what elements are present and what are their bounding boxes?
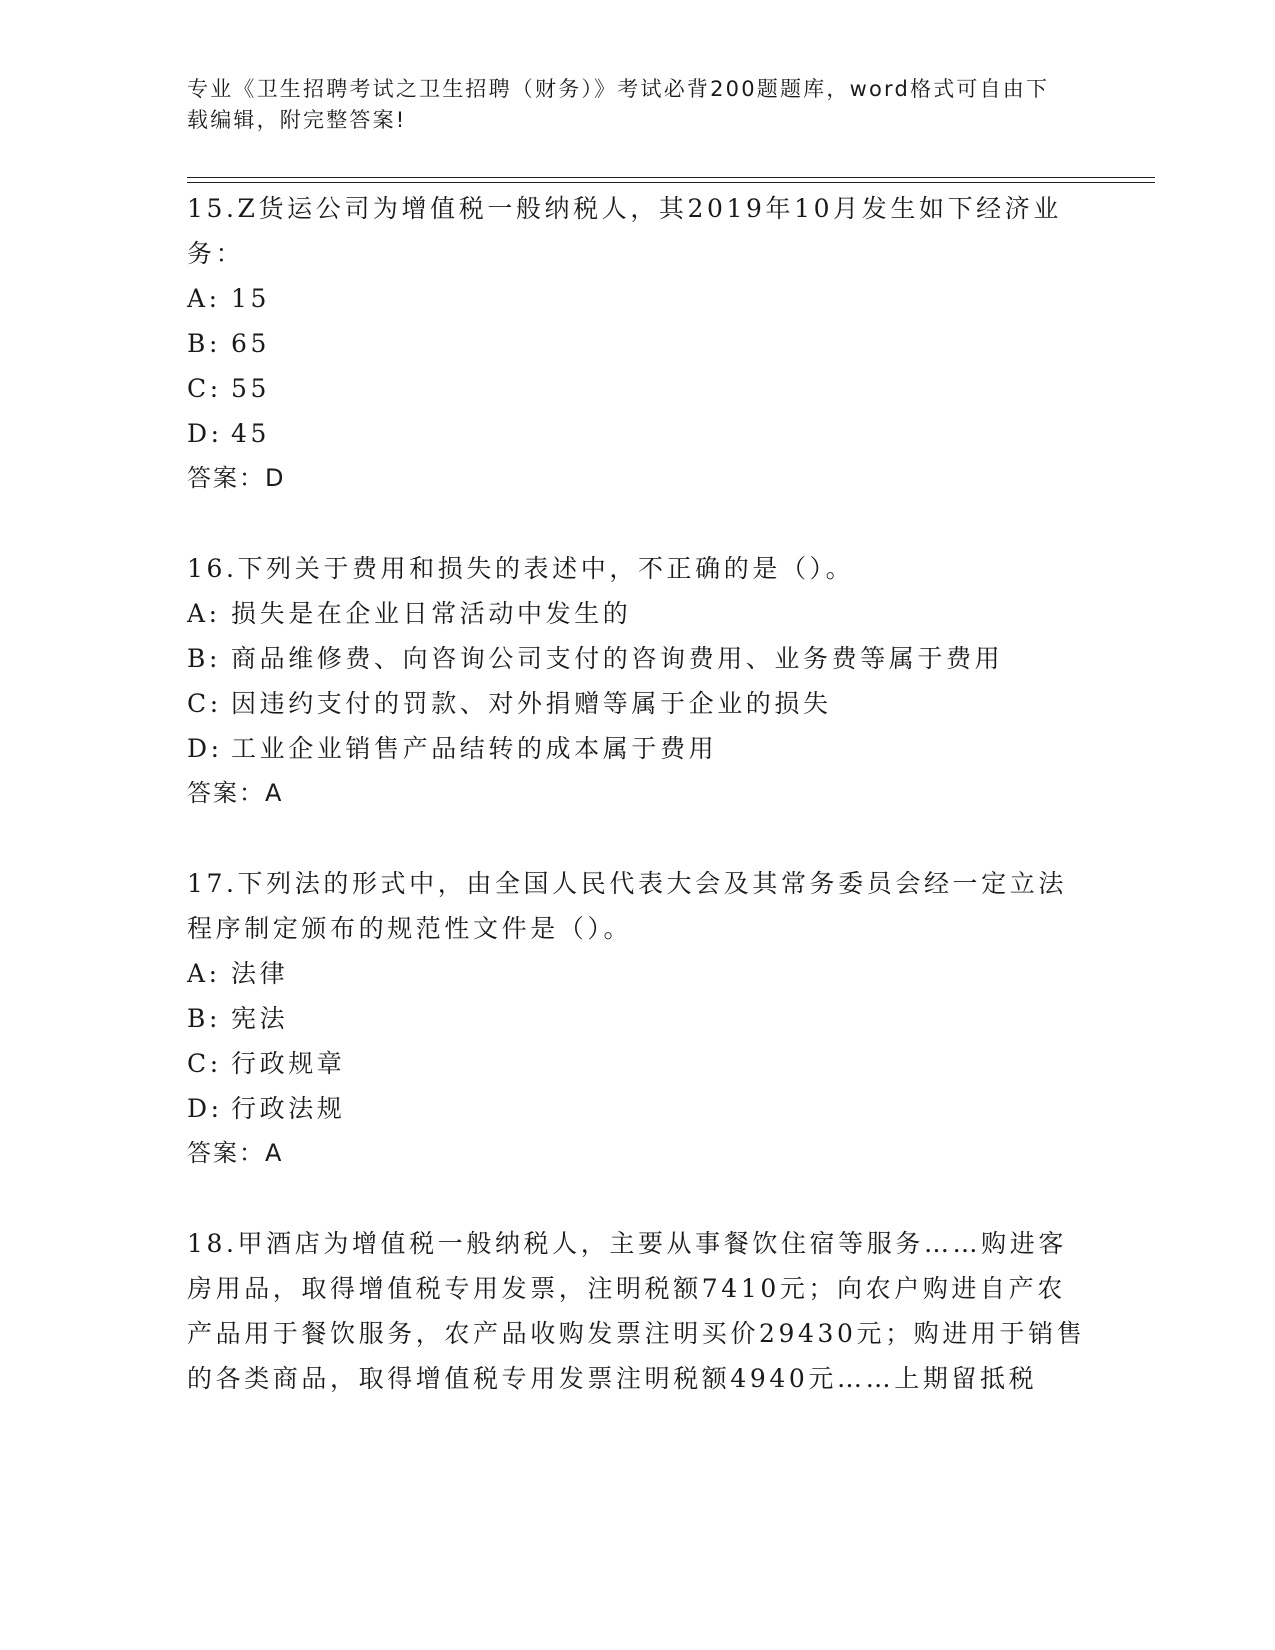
option-letter: A: <box>187 599 221 628</box>
option-letter: D: <box>187 419 223 448</box>
option-text: 商品维修费、向咨询公司支付的咨询费用、业务费等属于费用 <box>231 644 1004 673</box>
question-15 <box>187 186 1087 501</box>
option-letter: D: <box>187 734 223 763</box>
option-a <box>187 951 1087 996</box>
question-16 <box>187 546 1087 816</box>
answer-value: A <box>265 1139 283 1167</box>
answer-value: A <box>265 779 283 807</box>
question-list <box>187 186 1087 1446</box>
option-text: 65 <box>231 329 271 358</box>
option-letter: A: <box>187 959 221 988</box>
question-stem: 18.甲酒店为增值税一般纳税人，主要从事餐饮住宿等服务……购进客房用品，取得增值税专用发票，注明税额7410元；向农户购进自产农产品用于餐饮服务，农产品收购发票注明买价29430元；购进用于销售的各类商品，取得增值税专用发票注明税额4940元……上期留抵税 <box>187 1229 1086 1393</box>
option-c <box>187 681 1087 726</box>
question-17 <box>187 861 1087 1176</box>
question-stem: 15.Z货运公司为增值税一般纳税人，其2019年10月发生如下经济业务： <box>187 194 1062 268</box>
option-b <box>187 321 1087 366</box>
option-b <box>187 636 1087 681</box>
option-a <box>187 591 1087 636</box>
answer-line <box>187 771 1087 816</box>
option-list <box>187 591 1087 771</box>
option-text: 法律 <box>231 959 289 988</box>
option-letter: B: <box>187 1004 221 1033</box>
option-list <box>187 276 1087 456</box>
option-text: 行政规章 <box>231 1049 346 1078</box>
answer-label: 答案： <box>187 779 265 807</box>
option-c <box>187 1041 1087 1086</box>
document-header: 专业《卫生招聘考试之卫生招聘（财务）》考试必背200题题库，word格式可自由下载编辑，附完整答案! <box>187 77 1050 132</box>
option-text: 15 <box>231 284 271 313</box>
option-letter: B: <box>187 644 221 673</box>
option-letter: B: <box>187 329 221 358</box>
question-stem: 16.下列关于费用和损失的表述中，不正确的是（）。 <box>187 554 855 583</box>
option-text: 45 <box>231 419 271 448</box>
answer-line <box>187 456 1087 501</box>
option-letter: C: <box>187 374 222 403</box>
answer-label: 答案： <box>187 1139 265 1167</box>
answer-value: D <box>265 464 285 492</box>
option-b <box>187 996 1087 1041</box>
option-text: 工业企业销售产品结转的成本属于费用 <box>231 734 718 763</box>
option-c <box>187 366 1087 411</box>
option-letter: D: <box>187 1094 223 1123</box>
option-d <box>187 1086 1087 1131</box>
option-letter: C: <box>187 689 222 718</box>
option-letter: A: <box>187 284 221 313</box>
option-list <box>187 951 1087 1131</box>
option-letter: C: <box>187 1049 222 1078</box>
header-divider-bottom <box>187 182 1155 183</box>
option-d <box>187 411 1087 456</box>
option-text: 行政法规 <box>231 1094 346 1123</box>
answer-line <box>187 1131 1087 1176</box>
question-stem: 17.下列法的形式中，由全国人民代表大会及其常务委员会经一定立法程序制定颁布的规范性文件是（）。 <box>187 869 1067 943</box>
header-divider-top <box>187 177 1155 178</box>
option-text: 损失是在企业日常活动中发生的 <box>231 599 632 628</box>
option-text: 宪法 <box>231 1004 289 1033</box>
option-text: 55 <box>231 374 271 403</box>
option-text: 因违约支付的罚款、对外捐赠等属于企业的损失 <box>231 689 832 718</box>
option-a <box>187 276 1087 321</box>
answer-label: 答案： <box>187 464 265 492</box>
question-18 <box>187 1221 1087 1401</box>
option-d <box>187 726 1087 771</box>
